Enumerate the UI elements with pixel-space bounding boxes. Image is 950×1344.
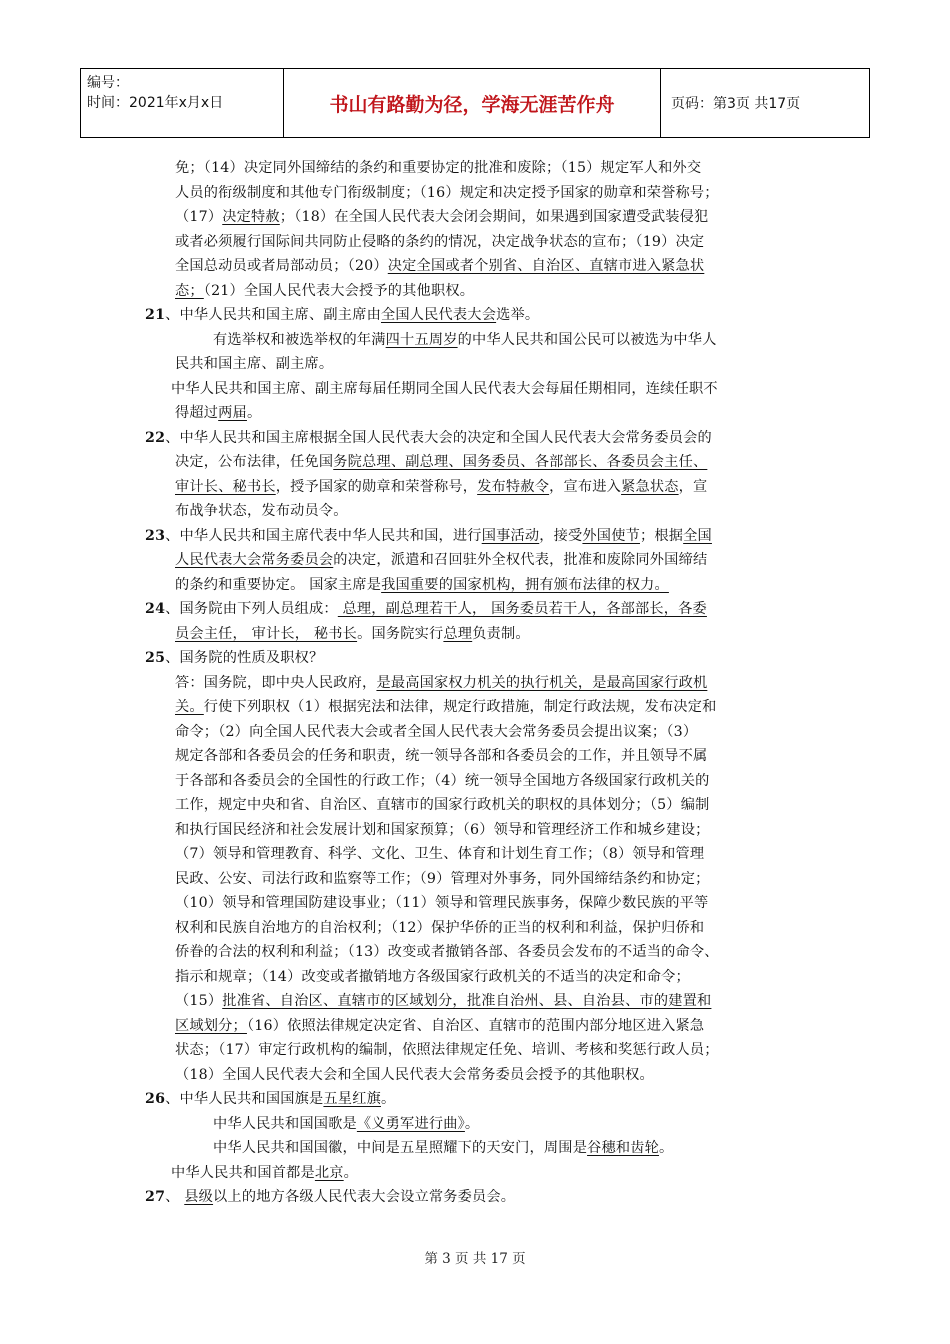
text-line (145, 230, 815, 255)
date-label: 时间：2021年x月x日 (87, 95, 224, 111)
text-segment: 中华人民共和国国徽，中间是五星照耀下的天安门，周围是 (213, 1140, 588, 1156)
text-line (145, 793, 815, 818)
text-line (145, 254, 815, 279)
text-line (145, 671, 815, 696)
item-number: 21 (145, 307, 166, 323)
text-line (145, 916, 815, 941)
text-segment: ，授予国家的勋章和荣誉称号， (275, 478, 478, 495)
text-line (145, 524, 815, 549)
text-segment: （17） (175, 209, 223, 225)
text-segment: 侨眷的合法的权利和利益；（13）改变或者撤销各部、各委员会发布的不适当的命令、 (175, 944, 719, 960)
header-page-label: 页码：第3页 共17页 (671, 96, 801, 112)
text-line (145, 1063, 815, 1088)
underlined-answer: 发布特赦令 (477, 478, 550, 495)
text-segment: 的中华人民共和国公民可以被选为中华人 (457, 331, 717, 348)
underlined-answer: 务院总理、副总理、国务委员、各部部长、各委员会主任、 (333, 454, 708, 470)
underlined-answer: 总理，副总理若干人， 国务委员若干人，各部部长，各委 (337, 601, 707, 617)
text-line (145, 744, 815, 769)
text-segment: 、 (165, 1189, 185, 1205)
text-line (145, 818, 815, 843)
text-segment: 有选举权和被选举权的年满 (213, 331, 386, 348)
text-line (145, 475, 815, 500)
underlined-answer: 两届 (218, 405, 247, 421)
text-line (145, 1038, 815, 1063)
text-segment: （10）领导和管理国防建设事业；（11）领导和管理民族事务，保障少数民族的平等 (175, 895, 709, 911)
text-segment: 全国总动员或者局部动员；（20） (175, 258, 388, 274)
text-line (145, 1185, 815, 1210)
text-line (145, 205, 815, 230)
text-line (145, 303, 815, 328)
text-line (145, 1014, 815, 1039)
text-segment: ；（18）在全国人民代表大会闭会期间，如果遇到国家遭受武装侵犯 (279, 209, 709, 225)
text-segment: 、中华人民共和国主席根据全国人民代表大会的决定和全国人民代表大会常务委员会的 (165, 429, 712, 446)
item-number: 25 (145, 650, 166, 666)
document-body (145, 156, 815, 1210)
text-segment: 免；（14）决定同外国缔结的条约和重要协定的批准和废除；（15）规定军人和外交 (175, 160, 702, 176)
text-line (145, 401, 815, 426)
underlined-answer: 外国使节 (582, 527, 640, 544)
underlined-answer: 县级 (184, 1189, 214, 1205)
text-segment: 选举。 (496, 307, 540, 323)
header-table (80, 68, 870, 138)
text-segment: 和执行国民经济和社会发展计划和国家预算；（6）领导和管理经济工作和城乡建设； (175, 821, 710, 838)
underlined-answer: 全国 (683, 527, 712, 544)
text-segment: 或者必须履行国际间共同防止侵略的条约的情况，决定战争状态的宣布；（19）决定 (175, 233, 705, 250)
text-segment: 、国务院的性质及职权？ (165, 650, 324, 666)
underlined-answer: 审计长、秘书长 (175, 478, 276, 495)
text-line (145, 1087, 815, 1112)
text-segment: 布战争状态，发布动员令。 (175, 503, 348, 519)
text-segment: 中华人民共和国国歌是 (213, 1115, 357, 1132)
text-line (145, 1136, 815, 1161)
underlined-answer: 区域划分； (175, 1017, 247, 1034)
item-number: 27 (145, 1189, 166, 1205)
text-segment: 负责制。 (472, 625, 530, 642)
text-segment: 规定各部和各委员会的任务和职责，统一领导各部和各委员会的工作，并且领导不属 (175, 748, 708, 764)
underlined-answer: 员会主任， 审计长， 秘书长 (175, 625, 358, 642)
text-line (145, 450, 815, 475)
text-line (145, 573, 815, 598)
text-line (145, 842, 815, 867)
underlined-answer: 《义勇军进行曲》 (356, 1115, 465, 1132)
text-line (145, 646, 815, 671)
text-segment: （7）领导和管理教育、科学、文化、卫生、体育和计划生育工作；（8）领导和管理 (175, 846, 705, 862)
text-line (145, 720, 815, 745)
text-segment: （16）依照法律规定决定省、自治区、直辖市的范围内部分地区进入紧急 (246, 1017, 705, 1034)
underlined-answer: 四十五周岁 (385, 331, 458, 348)
underlined-answer: 关。 (175, 699, 204, 715)
item-number: 22 (145, 429, 166, 446)
text-segment: 命令；（2）向全国人民代表大会或者全国人民代表大会常务委员会提出议案；（3） (175, 723, 698, 740)
text-segment: 指示和规章；（14）改变或者撤销地方各级国家行政机关的不适当的决定和命令； (175, 968, 690, 985)
text-segment: 民共和国主席、副主席。 (175, 356, 334, 372)
underlined-answer: 人民代表大会常务委员会 (175, 552, 334, 568)
underlined-answer: 决定全国或者个别省、自治区、直辖市进入紧急状 (387, 258, 705, 274)
text-line (145, 181, 815, 206)
text-line (145, 989, 815, 1014)
text-line (145, 622, 815, 647)
text-segment: 人员的衔级制度和其他专门衔级制度；（16）规定和决定授予国家的勋章和荣誉称号； (175, 184, 719, 201)
text-segment: 。 (246, 405, 262, 421)
text-segment: 。 (659, 1140, 674, 1156)
text-segment: 决定，公布法律，任免国 (175, 454, 334, 470)
text-segment: 、中华人民共和国国旗是 (165, 1091, 324, 1107)
text-segment: 的条约和重要协定。 国家主席是 (175, 576, 382, 593)
underlined-answer: 我国重要的国家机构，拥有颁布法律的权力。 (381, 576, 669, 593)
text-segment: 中华人民共和国主席、副主席每届任期同全国人民代表大会每届任期相同，连续任职不 (171, 380, 718, 397)
text-line (145, 1161, 815, 1186)
text-line (145, 426, 815, 451)
header-meta (81, 69, 284, 137)
header-motto: 书山有路勤为径，学海无涯苦作舟 (284, 69, 661, 137)
text-segment: 状态；（17）审定行政机构的编制，依照法律规定任免、培训、考核和奖惩行政人员； (175, 1042, 719, 1058)
text-segment: 的决定，派遣和召回驻外全权代表，批准和废除同外国缔结 (333, 552, 708, 568)
text-segment: 。 (343, 1164, 359, 1181)
text-segment: （21）全国人民代表大会授予的其他职权。 (203, 282, 475, 299)
text-line (145, 548, 815, 573)
text-line (145, 156, 815, 181)
text-line (145, 891, 815, 916)
text-segment: 。国务院实行 (357, 625, 444, 642)
text-line (145, 597, 815, 622)
text-line (145, 352, 815, 377)
text-segment: 得超过 (175, 405, 219, 421)
text-segment: ；根据 (639, 527, 684, 544)
text-segment: 工作，规定中央和省、自治区、直辖市的国家行政机关的职权的具体划分；（5）编制 (175, 797, 710, 813)
text-line (145, 695, 815, 720)
text-segment: 行使下列职权（1）根据宪法和法律，规定行政措施，制定行政法规，发布决定和 (203, 699, 717, 715)
text-line (145, 769, 815, 794)
page-footer: 第 3 页 共 17 页 (424, 1251, 526, 1267)
item-number: 23 (145, 527, 166, 544)
text-segment: 答：国务院，即中央人民政府， (175, 674, 377, 691)
text-segment: 。 (464, 1115, 480, 1132)
text-segment: ，宣 (678, 478, 708, 495)
underlined-answer: 态； (175, 282, 204, 299)
underlined-answer: 批准省、自治区、直辖市的区域划分，批准自治州、县、自治县、市的建置和 (222, 993, 712, 1009)
text-segment: 于各部和各委员会的全国性的行政工作；（4）统一领导全国地方各级国家行政机关的 (175, 772, 710, 789)
text-segment: ，接受 (539, 527, 583, 544)
text-segment: 权利和民族自治地方的自治权利；（12）保护华侨的正当的权利和利益，保护归侨和 (175, 919, 705, 936)
text-line (145, 940, 815, 965)
text-line (145, 499, 815, 524)
text-segment: 、中华人民共和国主席、副主席由 (165, 307, 381, 323)
underlined-answer: 五星红旗 (323, 1091, 381, 1107)
item-number: 24 (145, 601, 166, 617)
text-line (145, 279, 815, 304)
text-segment: 以上的地方各级人民代表大会设立常务委员会。 (213, 1189, 516, 1205)
text-segment: （15） (175, 993, 223, 1009)
text-line (145, 965, 815, 990)
text-line (145, 328, 815, 353)
text-line (145, 377, 815, 402)
underlined-answer: 紧急状态 (621, 478, 679, 495)
underlined-answer: 决定特赦 (222, 209, 280, 225)
underlined-answer: 总理 (443, 625, 473, 642)
underlined-answer: 全国人民代表大会 (380, 307, 497, 323)
text-segment: 。 (380, 1091, 396, 1107)
underlined-answer: 北京 (314, 1164, 344, 1181)
text-line (145, 867, 815, 892)
text-segment: （18）全国人民代表大会和全国人民代表大会常务委员会授予的其他职权。 (175, 1066, 654, 1083)
underlined-answer: 国事活动 (481, 527, 540, 544)
underlined-answer: 谷穗和齿轮 (587, 1140, 660, 1156)
number-label: 编号： (87, 75, 129, 91)
text-segment: 、国务院由下列人员组成： (165, 601, 338, 617)
text-line (145, 1112, 815, 1137)
text-segment: ，宣布进入 (549, 478, 622, 495)
text-segment: 民政、公安、司法行政和监察等工作；（9）管理对外事务，同外国缔结条约和协定； (175, 870, 710, 887)
item-number: 26 (145, 1091, 166, 1107)
text-segment: 中华人民共和国首都是 (171, 1164, 315, 1181)
text-segment: 、中华人民共和国主席代表中华人民共和国，进行 (165, 527, 482, 544)
underlined-answer: 是最高国家权力机关的执行机关，是最高国家行政机 (376, 674, 708, 691)
